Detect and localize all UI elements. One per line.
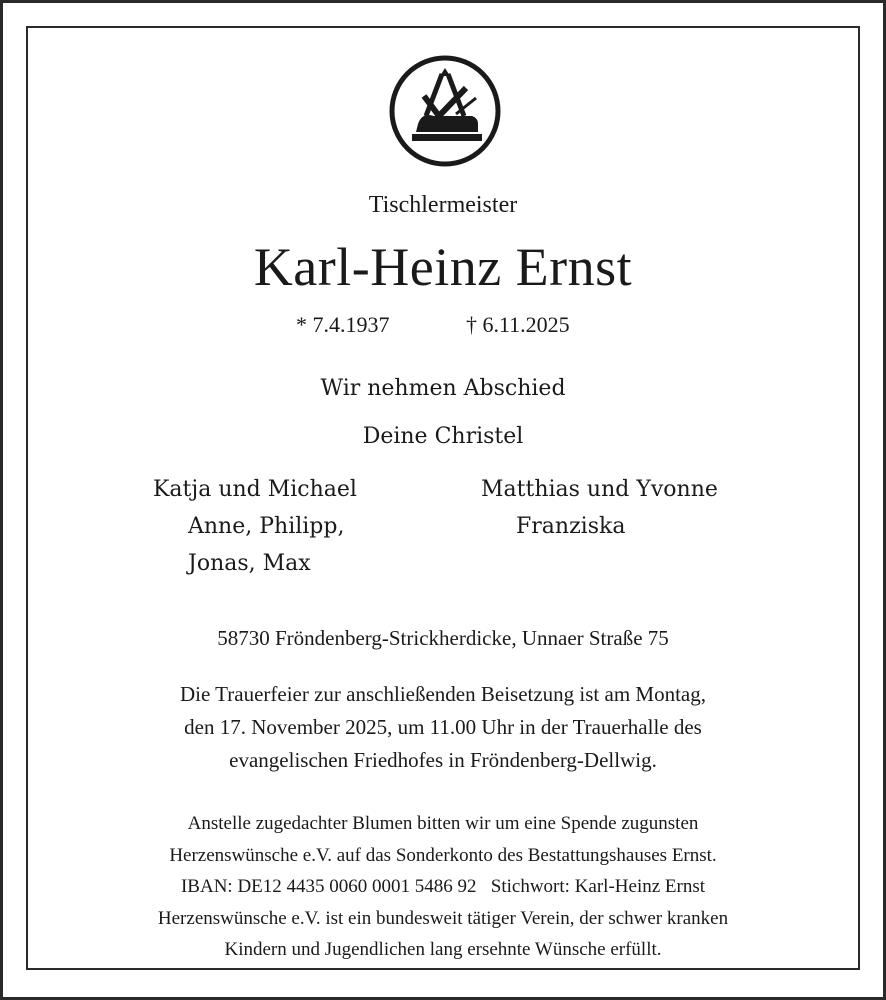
donation-line: Anstelle zugedachter Blumen bitten wir um eine Spende zugunsten	[187, 813, 699, 834]
carpenter-emblem-icon	[388, 54, 502, 168]
service-line: den 17. November 2025, um 11.00 Uhr in der Trauerhalle des	[184, 715, 702, 739]
spouse-name: Deine Christel	[362, 424, 524, 449]
family-left-line: Anne, Philipp,	[188, 514, 345, 539]
service-line: Die Trauerfeier zur anschließenden Beisetzung ist am Montag,	[179, 682, 706, 706]
donation-line: Herzenswünsche e.V. auf das Sonderkonto des Bestattungshauses Ernst.	[169, 844, 717, 866]
birth-date: * 7.4.1937	[296, 312, 390, 337]
donation-line: IBAN: DE12 4435 0060 0001 5486 92 Stichwort: Karl-Heinz Ernst	[180, 876, 706, 897]
address: 58730 Fröndenberg-Strickherdicke, Unnaer Straße 75	[217, 626, 669, 650]
family-right-line: Franziska	[516, 514, 626, 539]
donation-info	[0, 808, 886, 966]
family-left	[153, 471, 357, 582]
family-right	[481, 471, 718, 545]
deceased-name: Karl-Heinz Ernst	[253, 237, 633, 297]
family-right-line: Matthias und Yvonne	[481, 477, 718, 502]
farewell-text: Wir nehmen Abschied	[320, 376, 566, 401]
donation-line: Kindern und Jugendlichen lang ersehnte Wünsche erfüllt.	[224, 939, 662, 960]
service-line: evangelischen Friedhofes in Fröndenberg-Dellwig.	[229, 748, 657, 772]
family-left-line: Jonas, Max	[188, 551, 311, 576]
donation-line: Herzenswünsche e.V. ist ein bundesweit tätiger Verein, der schwer kranken	[157, 907, 729, 929]
death-date: † 6.11.2025	[466, 312, 570, 337]
service-info	[0, 678, 886, 777]
family-left-line: Katja und Michael	[153, 477, 357, 502]
profession-title: Tischlermeister	[368, 192, 518, 218]
